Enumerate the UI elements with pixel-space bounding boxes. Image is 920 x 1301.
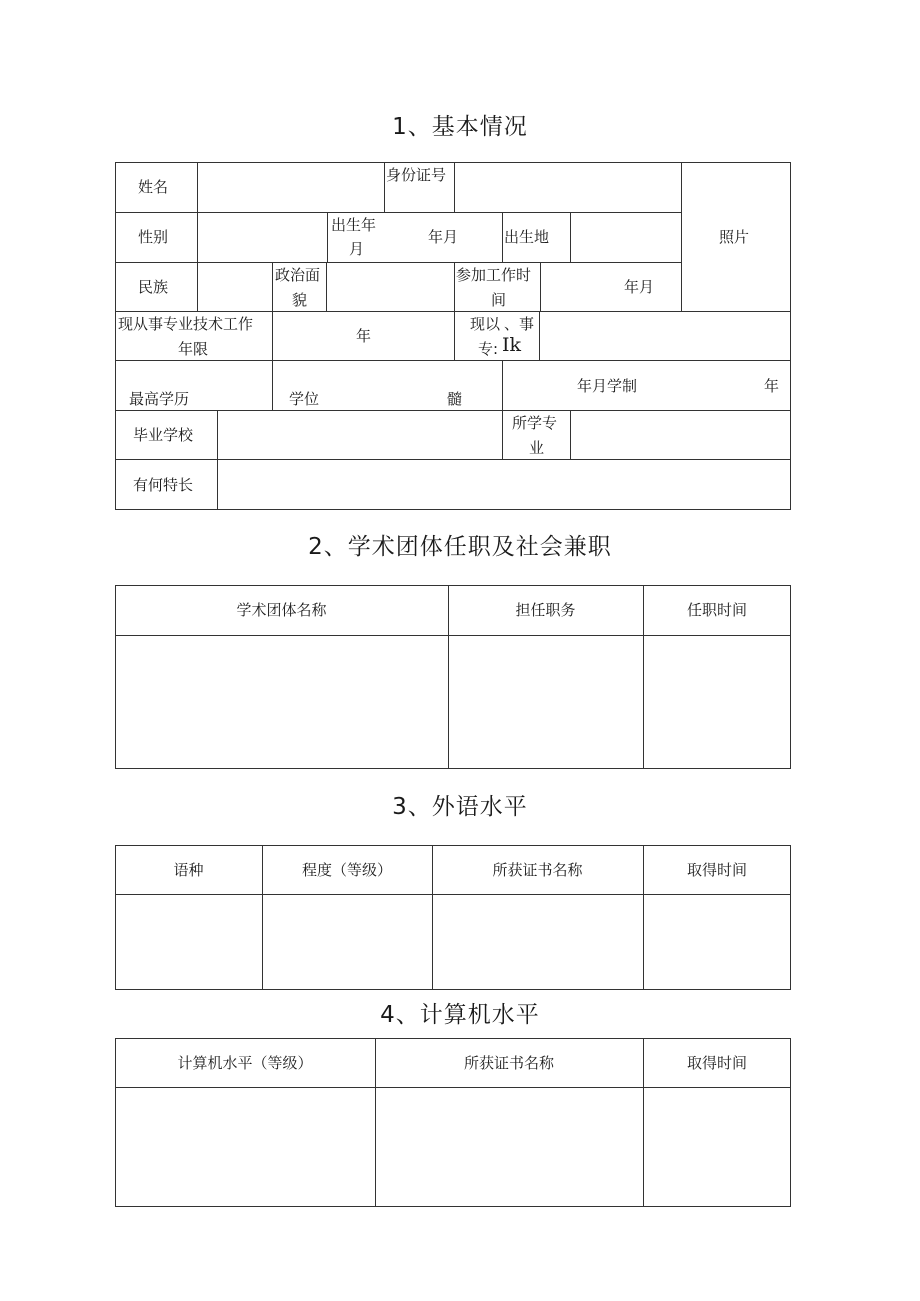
language-time-cell[interactable] (644, 895, 790, 989)
duration-unit: 年 (764, 377, 780, 395)
language-header-time: 取得时间 (686, 861, 747, 879)
birth-date-label-1: 出生年 (331, 216, 377, 234)
academic-header-time: 任职时间 (686, 601, 747, 619)
birth-date-label-2: 月 (349, 240, 365, 258)
section-title-basic: 1、基本情况 (392, 114, 528, 140)
computer-time-cell[interactable] (644, 1088, 790, 1206)
section-title-computer: 4、计算机水平 (380, 1002, 540, 1028)
name-field[interactable] (198, 163, 384, 212)
computer-header-cert: 所获证书名称 (463, 1054, 554, 1072)
birthplace-field[interactable] (571, 213, 681, 262)
work-years-value: 年 (356, 327, 372, 345)
id-number-field[interactable] (455, 163, 681, 212)
current-position-label-2a: 专: (478, 340, 499, 358)
work-years-label-2: 年限 (178, 340, 209, 358)
academic-header-role: 担任职务 (515, 601, 576, 619)
duration-text: 年月学制 (577, 377, 638, 395)
language-level-cell[interactable] (263, 895, 432, 989)
ethnicity-field[interactable] (198, 263, 272, 311)
school-label: 毕业学校 (133, 426, 194, 444)
ethnicity-label: 民族 (138, 278, 169, 296)
academic-org-cell[interactable] (116, 636, 448, 768)
political-status-label-2: 貌 (292, 291, 308, 309)
work-start-label-2: 间 (491, 291, 507, 309)
education-label: 最高学历 (129, 390, 190, 408)
photo-label: 照片 (719, 228, 750, 246)
birthplace-label: 出生地 (504, 228, 550, 246)
major-field[interactable] (571, 411, 790, 459)
academic-role-cell[interactable] (449, 636, 643, 768)
political-status-field[interactable] (327, 263, 454, 311)
birth-date-value: 年月 (428, 228, 459, 246)
section-title-academic: 2、学术团体任职及社会兼职 (308, 534, 612, 560)
current-position-label-2b: Ik (502, 334, 522, 356)
gender-field[interactable] (198, 213, 327, 262)
computer-header-time: 取得时间 (686, 1054, 747, 1072)
degree-glyph: 髓 (447, 390, 463, 408)
degree-label: 学位 (289, 390, 320, 408)
computer-header-level: 计算机水平（等级） (177, 1054, 313, 1072)
id-number-label: 身份证号 (386, 166, 447, 184)
major-label-1: 所学专 (512, 414, 558, 432)
academic-time-cell[interactable] (644, 636, 790, 768)
specialty-label: 有何特长 (133, 476, 194, 494)
language-cert-cell[interactable] (433, 895, 643, 989)
name-label: 姓名 (138, 178, 169, 196)
academic-header-org: 学术团体名称 (236, 601, 327, 619)
computer-cert-cell[interactable] (376, 1088, 643, 1206)
current-position-field[interactable] (540, 312, 790, 360)
political-status-label-1: 政治面 (275, 266, 321, 284)
work-start-value: 年月 (624, 278, 655, 296)
work-start-label-1: 参加工作时 (456, 266, 532, 284)
work-years-label-1: 现从事专业技术工作 (118, 315, 254, 333)
gender-label: 性别 (138, 228, 169, 246)
language-lang-cell[interactable] (116, 895, 262, 989)
section-title-language: 3、外语水平 (392, 794, 528, 820)
major-label-2: 业 (529, 439, 545, 457)
computer-level-cell[interactable] (116, 1088, 375, 1206)
school-field[interactable] (218, 411, 502, 459)
language-header-cert: 所获证书名称 (492, 861, 583, 879)
language-header-lang: 语种 (173, 861, 204, 879)
current-position-label-1a: 现以 (470, 315, 501, 333)
specialty-field[interactable] (218, 460, 790, 509)
current-position-label-1b: 、事 (504, 315, 535, 333)
language-header-level: 程度（等级） (301, 861, 392, 879)
